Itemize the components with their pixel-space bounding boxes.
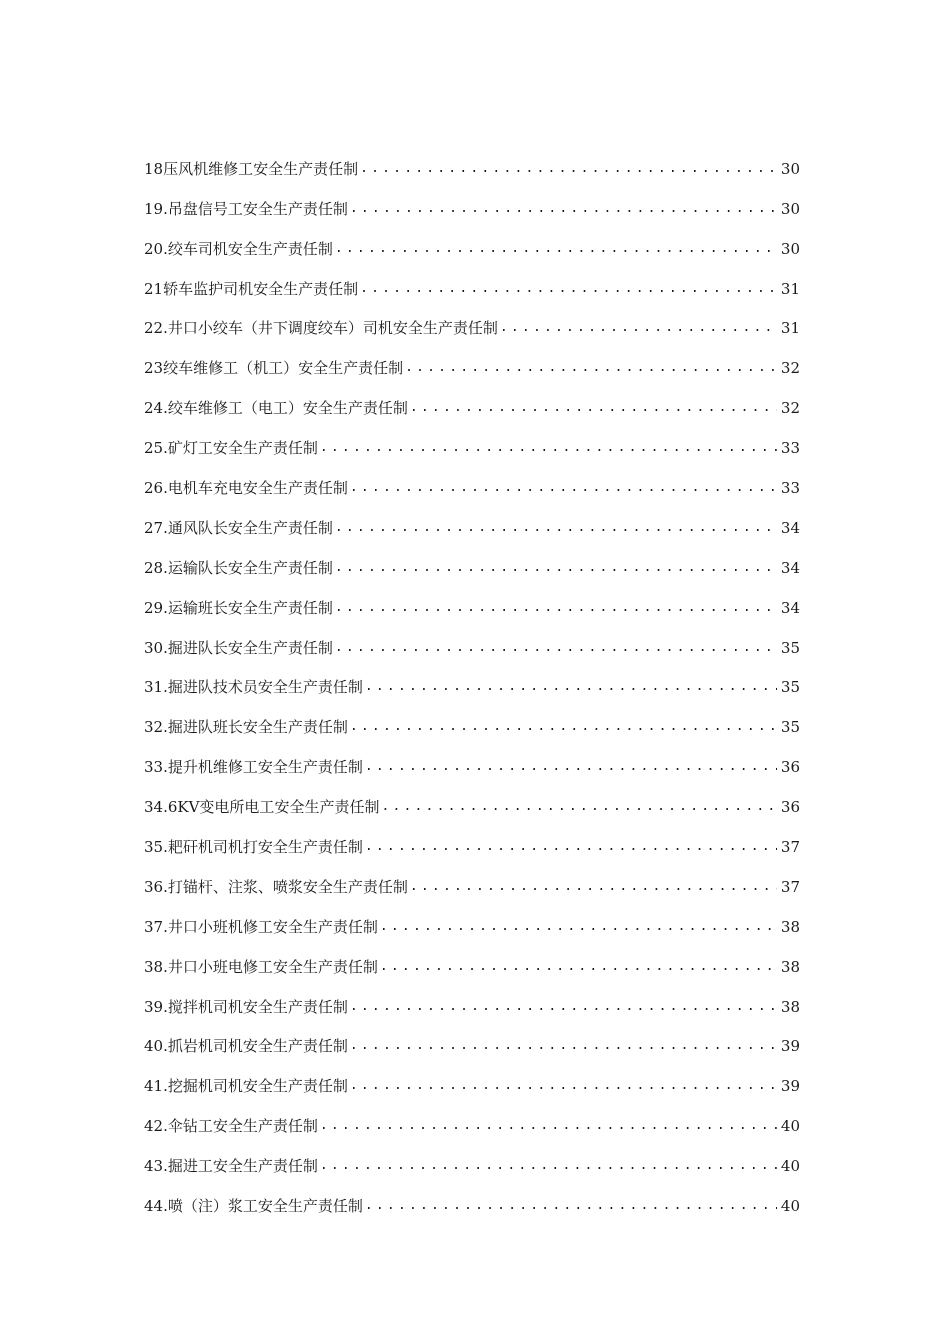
toc-entry-page: 32 — [780, 359, 800, 378]
toc-entry-title: 23绞车维修工（机工）安全生产责任制 — [144, 359, 404, 378]
toc-entry-page: 31 — [780, 279, 800, 298]
toc-entry-title: 35.耙矸机司机打安全生产责任制 — [144, 838, 363, 857]
dot-leader — [365, 1195, 777, 1217]
dot-leader — [320, 437, 777, 459]
toc-entry[interactable] — [144, 778, 800, 818]
toc-entry-title: 32.掘进队班长安全生产责任制 — [144, 718, 348, 737]
toc-entry[interactable] — [144, 1057, 800, 1097]
toc-entry-page: 30 — [780, 239, 800, 258]
toc-entry-page: 40 — [780, 1157, 800, 1176]
toc-entry-title: 18压风机维修工安全生产责任制 — [144, 159, 359, 178]
toc-entry-page: 36 — [780, 758, 800, 777]
toc-entry-page: 40 — [780, 1117, 800, 1136]
toc-entry-page: 39 — [780, 1037, 800, 1056]
toc-entry-page: 33 — [780, 439, 800, 458]
toc-entry[interactable] — [144, 1137, 800, 1177]
toc-entry-page: 35 — [780, 678, 800, 697]
toc-entry-title: 41.挖掘机司机安全生产责任制 — [144, 1077, 348, 1096]
toc-entry[interactable] — [144, 698, 800, 738]
toc-entry-page: 37 — [780, 877, 800, 896]
dot-leader — [500, 317, 777, 339]
toc-entry[interactable] — [144, 379, 800, 419]
toc-entry-title: 39.搅拌机司机安全生产责任制 — [144, 997, 348, 1016]
toc-entry-title: 31.掘进队技术员安全生产责任制 — [144, 678, 363, 697]
toc-entry[interactable] — [144, 1177, 800, 1217]
toc-entry-page: 40 — [780, 1197, 800, 1216]
toc-entry[interactable] — [144, 539, 800, 579]
dot-leader — [335, 238, 777, 260]
toc-entry-page: 32 — [780, 399, 800, 418]
toc-entry-page: 36 — [780, 798, 800, 817]
toc-entry-title: 36.打锚杆、注浆、喷浆安全生产责任制 — [144, 877, 408, 896]
toc-entry-page: 31 — [780, 319, 800, 338]
dot-leader — [335, 637, 777, 659]
toc-entry-page: 33 — [780, 479, 800, 498]
dot-leader — [350, 996, 777, 1018]
toc-entry-page: 30 — [780, 199, 800, 218]
toc-entry-title: 34.6KV变电所电工安全生产责任制 — [144, 798, 380, 817]
toc-entry-title: 19.吊盘信号工安全生产责任制 — [144, 199, 348, 218]
toc-entry-page: 39 — [780, 1077, 800, 1096]
toc-entry[interactable] — [144, 619, 800, 659]
dot-leader — [360, 158, 777, 180]
toc-entry-title: 28.运输队长安全生产责任制 — [144, 558, 333, 577]
dot-leader — [350, 1035, 777, 1057]
toc-entry-page: 35 — [780, 638, 800, 657]
toc-entry[interactable] — [144, 499, 800, 539]
toc-entry-title: 24.绞车维修工（电工）安全生产责任制 — [144, 399, 408, 418]
toc-entry-title: 44.喷（注）浆工安全生产责任制 — [144, 1197, 363, 1216]
toc-entry[interactable] — [144, 579, 800, 619]
toc-entry-title: 27.通风队长安全生产责任制 — [144, 518, 333, 537]
dot-leader — [410, 397, 777, 419]
dot-leader — [410, 876, 777, 898]
toc-entry-title: 21轿车监护司机安全生产责任制 — [144, 279, 359, 298]
toc-entry[interactable] — [144, 1097, 800, 1137]
toc-entry[interactable] — [144, 339, 800, 379]
toc-entry-page: 38 — [780, 997, 800, 1016]
toc-entry-page: 37 — [780, 838, 800, 857]
toc-entry-page: 30 — [780, 159, 800, 178]
toc-entry[interactable] — [144, 818, 800, 858]
toc-entry-title: 26.电机车充电安全生产责任制 — [144, 479, 348, 498]
dot-leader — [350, 198, 777, 220]
dot-leader — [350, 1075, 777, 1097]
toc-entry[interactable] — [144, 738, 800, 778]
toc-entry[interactable] — [144, 140, 800, 180]
dot-leader — [381, 796, 776, 818]
toc-entry-page: 38 — [780, 957, 800, 976]
toc-entry-title: 33.提升机维修工安全生产责任制 — [144, 758, 363, 777]
dot-leader — [320, 1115, 777, 1137]
toc-entry-title: 38.井口小班电修工安全生产责任制 — [144, 957, 378, 976]
toc-entry[interactable] — [144, 300, 800, 340]
dot-leader — [365, 836, 777, 858]
toc-entry-page: 34 — [780, 558, 800, 577]
table-of-contents — [144, 140, 800, 1217]
toc-entry[interactable] — [144, 938, 800, 978]
toc-entry-title: 30.掘进队长安全生产责任制 — [144, 638, 333, 657]
toc-entry[interactable] — [144, 459, 800, 499]
dot-leader — [380, 916, 777, 938]
toc-entry-title: 22.井口小绞车（井下调度绞车）司机安全生产责任制 — [144, 319, 498, 338]
dot-leader — [350, 477, 777, 499]
toc-entry[interactable] — [144, 659, 800, 699]
toc-entry-title: 43.掘进工安全生产责任制 — [144, 1157, 318, 1176]
toc-entry[interactable] — [144, 220, 800, 260]
dot-leader — [335, 517, 777, 539]
dot-leader — [365, 676, 777, 698]
dot-leader — [350, 716, 777, 738]
toc-entry[interactable] — [144, 978, 800, 1018]
dot-leader — [335, 597, 777, 619]
toc-entry-page: 35 — [780, 718, 800, 737]
dot-leader — [365, 756, 777, 778]
dot-leader — [320, 1155, 777, 1177]
toc-entry-title: 25.矿灯工安全生产责任制 — [144, 439, 318, 458]
toc-entry-title: 40.抓岩机司机安全生产责任制 — [144, 1037, 348, 1056]
toc-entry[interactable] — [144, 260, 800, 300]
dot-leader — [335, 557, 777, 579]
toc-entry[interactable] — [144, 858, 800, 898]
toc-entry-page: 34 — [780, 518, 800, 537]
toc-entry[interactable] — [144, 898, 800, 938]
dot-leader — [405, 357, 777, 379]
toc-entry-title: 37.井口小班机修工安全生产责任制 — [144, 917, 378, 936]
dot-leader — [380, 956, 777, 978]
toc-entry[interactable] — [144, 419, 800, 459]
dot-leader — [360, 278, 777, 300]
toc-entry-page: 38 — [780, 917, 800, 936]
toc-entry-page: 34 — [780, 598, 800, 617]
toc-entry-title: 29.运输班长安全生产责任制 — [144, 598, 333, 617]
toc-entry[interactable] — [144, 1018, 800, 1058]
toc-entry-title: 42.伞钻工安全生产责任制 — [144, 1117, 318, 1136]
toc-entry-title: 20.绞车司机安全生产责任制 — [144, 239, 333, 258]
toc-entry[interactable] — [144, 180, 800, 220]
